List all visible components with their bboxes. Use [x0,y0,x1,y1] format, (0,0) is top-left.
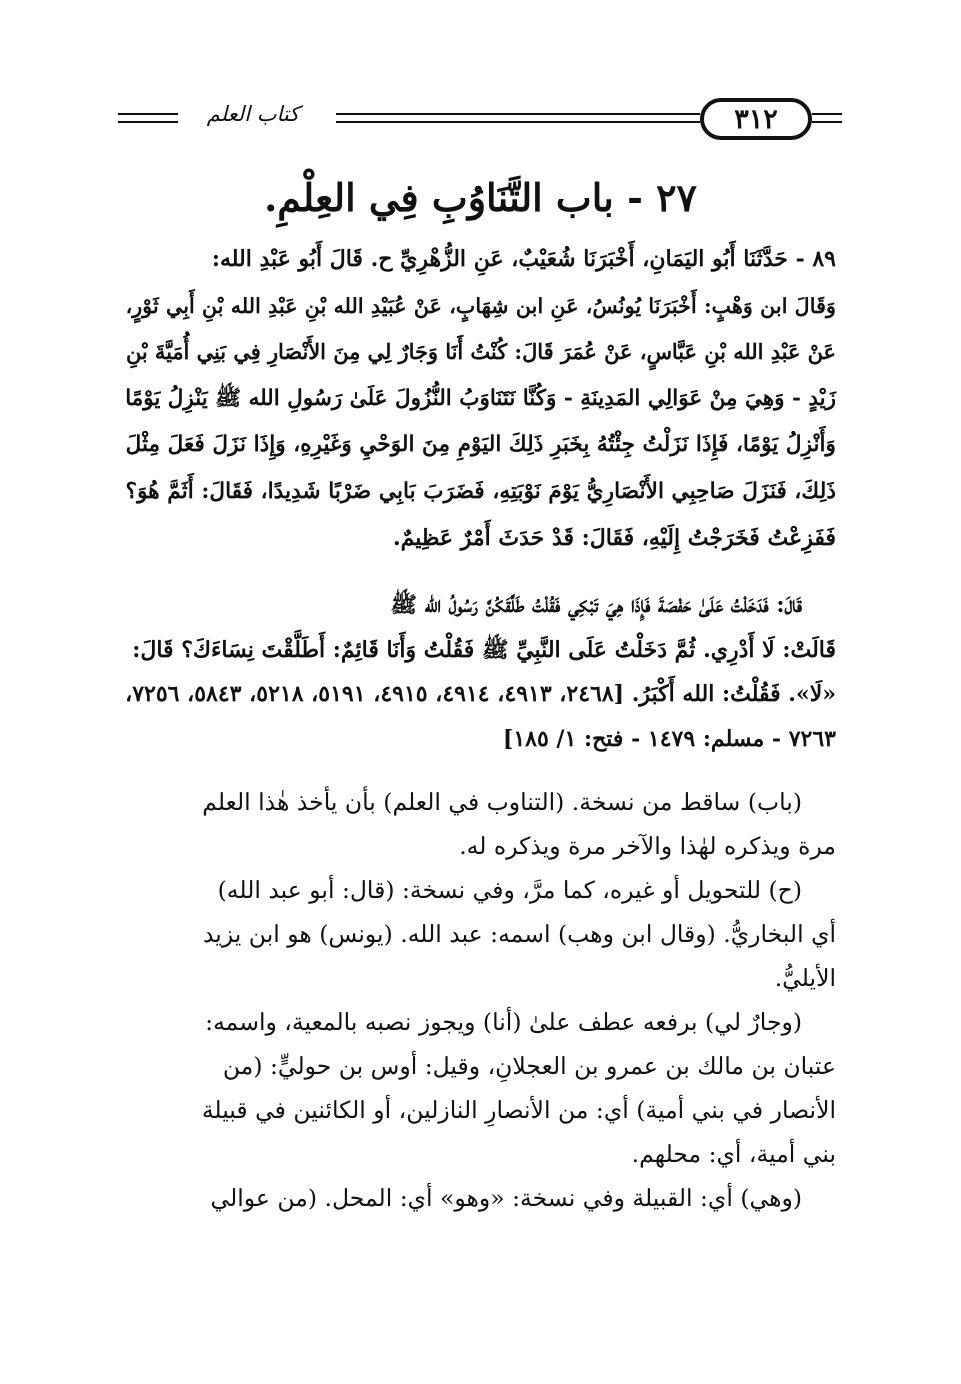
page-number-frame [700,98,812,140]
page-header [0,0,961,160]
hadith-line: ذَلِكَ، فَنَزَلَ صَاحِبِي الأَنْصَارِيُّ يَوْمَ نَوْبَتِهِ، فَضَرَبَ بَابِي ضَرْبًا شَدِيدًا، فَقَالَ: أَثَمَّ هُوَ؟ [125,478,836,504]
hadith-text [118,236,836,562]
commentary-line: (وجارٌ لي) برفعه عطف علىٰ (أنا) ويجوز نصبه بالمعية، واسمه: [205,1008,802,1036]
commentary-line: (ح) للتحويل أو غيره، كما مرَّ، وفي نسخة: (قال: أبو عبد الله) [217,876,802,904]
commentary-line: (وهي) أي: القبيلة وفي نسخة: «وهو» أي: المحل. (من عوالي [210,1184,802,1212]
header-rule-right-top [812,113,842,115]
commentary-paragraph [118,780,836,868]
commentary-line: مرة ويذكره لهٰذا والآخر مرة ويذكره له. [459,832,836,860]
hadith-line: وَأَنْزِلُ يَوْمًا، فَإِذَا نَزَلْتُ جِئْتُهُ بِخَبَرِ ذَلِكَ اليَوْمِ مِنَ الوَحْيِ وَغَيْرِهِ، وَإِذَا نَزَلَ فَعَلَ مِثْلَ [125,432,836,457]
hadith-continuation [118,583,836,761]
hadith-line: وَقَالَ ابن وَهْبٍ: أَخْبَرَنَا يُونُسُ، عَنِ ابن شِهَابٍ، عَنْ عُبَيْدِ الله بْنِ عَبْدِ الله بْنِ أَبِي ثَوْرٍ، [125,293,836,318]
header-rule-left-bottom [118,121,178,123]
commentary-line: (باب) ساقط من نسخة. (التناوب في العلم) بأن يأخذ هٰذا العلم [202,788,802,816]
hadith-line: ٨٩ - حَدَّثَنَا أَبُو اليَمَانِ، أَخْبَرَنَا شُعَيْبٌ، عَنِ الزُّهْرِيِّ ح. قَالَ أَبُو عَبْدِ الله: [211,246,836,272]
header-rule-right-bottom [812,121,842,123]
page-number: ٣١٢ [734,103,778,135]
chapter-title: ٢٧ - باب التَّنَاوُبِ فِي العِلْمِ. [264,175,697,220]
commentary-paragraph [118,1000,836,1176]
commentary-line: أي البخاريُّ. (وقال ابن وهب) اسمه: عبد الله. (يونس) هو ابن يزيد [202,920,836,948]
hadith-line: فَفَزِعْتُ فَخَرَجْتُ إِلَيْهِ، فَقَالَ: قَدْ حَدَثَ أَمْرٌ عَظِيمٌ. [392,525,836,551]
commentary [118,780,836,1220]
commentary-line: الأيليُّ. [774,964,836,992]
commentary-paragraph [118,1176,836,1220]
commentary-line: بني أمية، أي: محلهم. [631,1140,836,1168]
header-rule-left-top [118,113,178,115]
commentary-line: عتبان بن مالك بن عمرو بن العجلانِ، وقيل: أوس بن حوليٍّ: (من [222,1052,836,1080]
hadith-line: زَيْدٍ - وَهِيَ مِنْ عَوَالِي المَدِينَةِ - وَكُنَّا نَتَنَاوَبُ النُّزُولَ عَلَىٰ رَسُولِ الله ﷺ يَنْزِلُ يَوْمًا [125,385,836,411]
hadith-references: ٧٢٦٣ - مسلم: ١٤٧٩ - فتح: ١/ ١٨٥] [502,725,836,752]
running-title: كتاب العلم [206,102,300,126]
commentary-paragraph [118,868,836,1000]
hadith-line: عَنْ عَبْدِ الله بْنِ عَبَّاسٍ، عَنْ عُمَرَ قَالَ: كُنْتُ أَنَا وَجَارٌ لِي مِنَ الأَنْصَارِ فِي بَنِي أُمَيَّةَ بْنِ [125,339,836,364]
hadith-line: قَالَتْ: لَا أَدْرِي. ثُمَّ دَخَلْتُ عَلَى النَّبِيِّ ﷺ فَقُلْتُ وَأَنَا قَائِمٌ: أَطَلَّقْتَ نِسَاءَكَ؟ قَالَ: [132,636,836,663]
commentary-line: الأنصار في بني أمية) أي: من الأنصارِ النازلين، أو الكائنين في قبيلة [201,1096,836,1124]
hadith-references: «لَا». فَقُلْتُ: الله أَكْبَرُ. [٢٤٦٨، ٤٩١٣، ٤٩١٤، ٤٩١٥، ٥١٩١، ٥٢١٨، ٥٨٤٣، ٧٢٥٦، [125,681,836,707]
hadith-line: قَالَ: فَدَخَلْتُ عَلَىٰ حَفْصَةَ فَإِذَا هِيَ تَبْكِي فَقُلْتُ طَلَّقَكُنَّ رَسُولُ الله ﷺ [390,592,802,618]
header-rule-middle-top [336,113,700,115]
header-rule-middle-bottom [336,121,700,123]
